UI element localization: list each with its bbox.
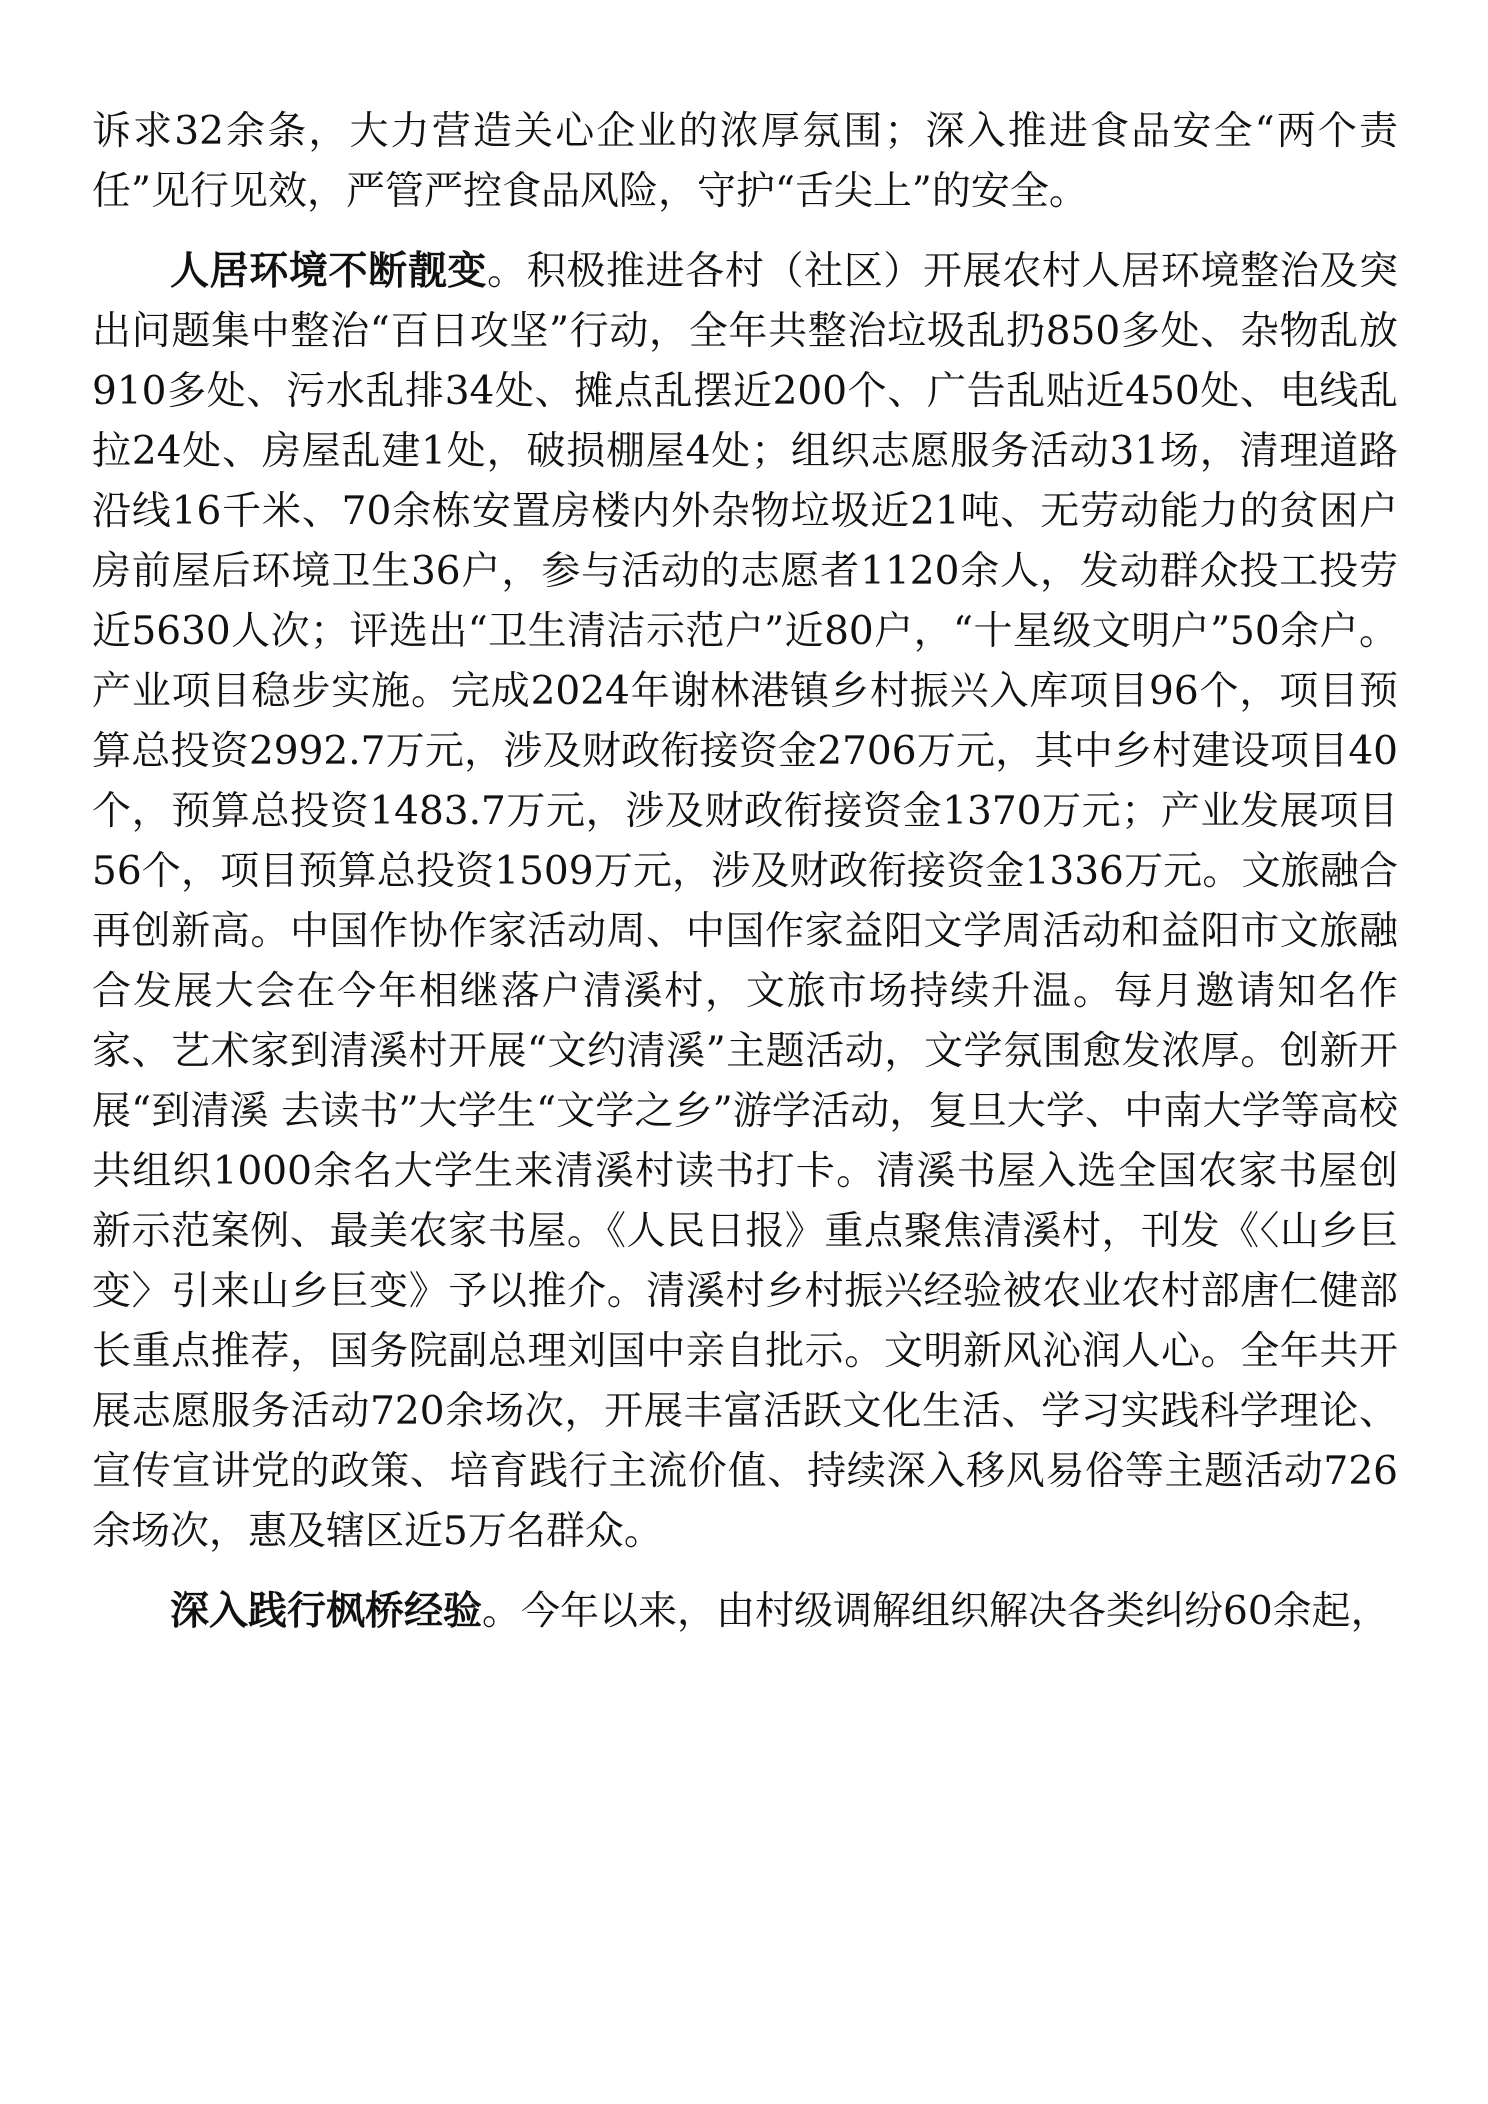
paragraph-2 [92,242,1398,1562]
document-body [92,102,1398,1642]
paragraph-3 [92,1582,1398,1642]
paragraph-1-text: 诉求32余条，大力营造关心企业的浓厚氛围；深入推进食品安全“两个责任”见行见效，严管严控食品风险，守护“舌尖上”的安全。 [92,109,1398,214]
paragraph-2-text: 。积极推进各村（社区）开展农村人居环境整治及突出问题集中整治“百日攻坚”行动，全年共整治垃圾乱扔850多处、杂物乱放910多处、污水乱排34处、摊点乱摆近200个、广告乱贴近450处、电线乱拉24处、房屋乱建1处，破损棚屋4处；组织志愿服务活动31场，清理道路沿线16千米、70余栋安置房楼内外杂物垃圾近21吨、无劳动能力的贫困户房前屋后环境卫生36户，参与活动的志愿者1120余人，发动群众投工投劳近5630人次；评选出“卫生清洁示范户”近80户，“十星级文明户”50余户。产业项目稳步实施。完成2024年谢林港镇乡村振兴入库项目96个，项目预算总投资2992.7万元，涉及财政衔接资金2706万元，其中乡村建设项目40个，预算总投资1483.7万元，涉及财政衔接资金1370万元；产业发展项目56个，项目预算总投资1509万元，涉及财政衔接资金1336万元。文旅融合再创新高。中国作协作家活动周、中国作家益阳文学周活动和益阳市文旅融合发展大会在今年相继落户清溪村，文旅市场持续升温。每月邀请知名作家、艺术家到清溪村开展“文约清溪”主题活动，文学氛围愈发浓厚。创新开展“到清溪 去读书”大学生“文学之乡”游学活动，复旦大学、中南大学等高校共组织1000余名大学生来清溪村读书打卡。清溪书屋入选全国农家书屋创新示范案例、最美农家书屋。《人民日报》重点聚焦清溪村，刊发《〈山乡巨变〉引来山乡巨变》予以推介。清溪村乡村振兴经验被农业农村部唐仁健部长重点推荐，国务院副总理刘国中亲自批示。文明新风沁润人心。全年共开展志愿服务活动720余场次，开展丰富活跃文化生活、学习实践科学理论、宣传宣讲党的政策、培育践行主流价值、持续深入移风易俗等主题活动726余场次，惠及辖区近5万名群众。 [92,249,1398,1554]
paragraph-2-lead: 人居环境不断靓变 [170,249,488,294]
paragraph-3-text: 。今年以来，由村级调解组织解决各类纠纷60余起， [482,1589,1390,1634]
paragraph-3-lead: 深入践行枫桥经验 [170,1589,483,1634]
paragraph-1 [92,102,1398,222]
